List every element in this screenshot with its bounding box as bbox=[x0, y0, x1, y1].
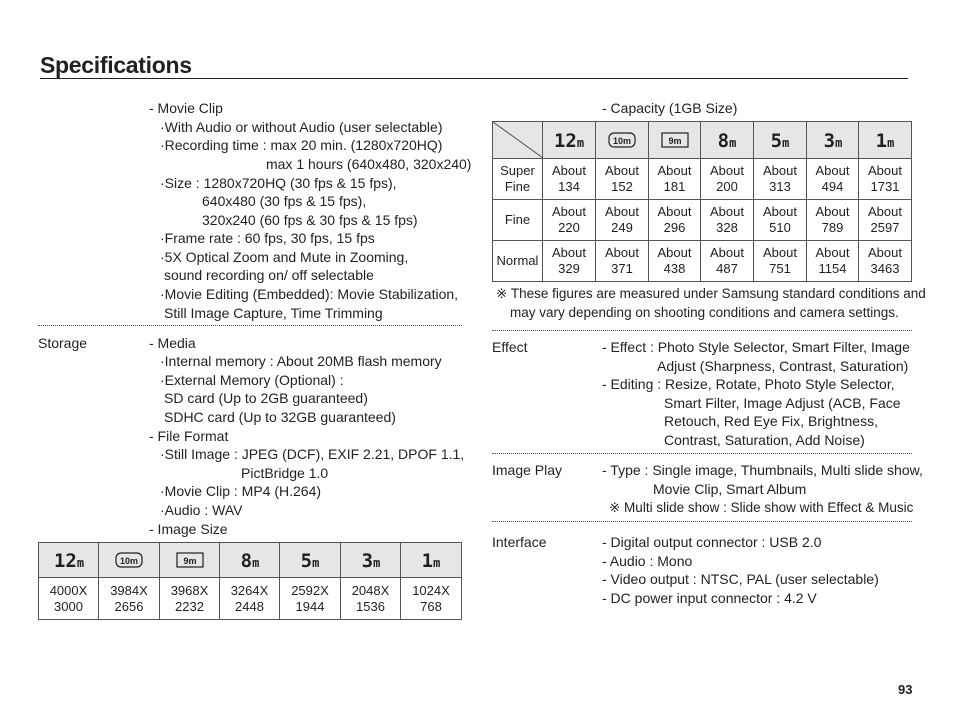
capacity-cell bbox=[859, 159, 912, 200]
capacity-cell bbox=[596, 159, 649, 200]
capacity-value: 487 bbox=[716, 261, 738, 276]
resolution-header-cell bbox=[160, 543, 220, 578]
capacity-cell bbox=[701, 159, 754, 200]
image-play-label: Image Play bbox=[492, 462, 563, 478]
resolution-5m-icon bbox=[292, 549, 328, 571]
interface-line: - Video output : NTSC, PAL (user selectable) bbox=[602, 571, 879, 587]
image-size-cell bbox=[160, 578, 220, 620]
resolution-3m-icon bbox=[815, 129, 851, 151]
capacity-value: About bbox=[815, 204, 850, 219]
storage-line: ·External Memory (Optional) : bbox=[160, 372, 344, 388]
svg-text:3m: 3m bbox=[361, 550, 380, 571]
movie-clip-line: ·Movie Editing (Embedded): Movie Stabilization, bbox=[160, 286, 459, 302]
movie-clip-line: ·Size : 1280x720HQ (30 fps & 15 fps), bbox=[160, 175, 397, 191]
image-size-value: 4000X bbox=[49, 582, 88, 598]
resolution-12m-icon bbox=[51, 549, 87, 571]
svg-text:1m: 1m bbox=[421, 550, 441, 571]
resolution-10m-wide-icon bbox=[604, 129, 640, 151]
resolution-header-cell bbox=[649, 122, 701, 159]
capacity-value: About bbox=[605, 204, 639, 219]
capacity-value: About bbox=[657, 163, 692, 178]
image-size-value: 768 bbox=[420, 598, 442, 614]
interface-line: - Audio : Mono bbox=[602, 553, 693, 569]
effect-line: - Effect : Photo Style Selector, Smart Filter, Image bbox=[602, 339, 910, 355]
capacity-row bbox=[493, 159, 912, 200]
storage-line: - Media bbox=[149, 335, 196, 351]
page-number: 93 bbox=[898, 682, 913, 697]
capacity-cell bbox=[754, 241, 807, 282]
effect-line: Smart Filter, Image Adjust (ACB, Face bbox=[664, 395, 901, 411]
storage-line: ·Internal memory : About 20MB flash memory bbox=[160, 353, 442, 369]
capacity-value: About bbox=[552, 204, 586, 219]
image-play-line: Movie Clip, Smart Album bbox=[653, 481, 807, 497]
capacity-value: About bbox=[657, 245, 692, 260]
capacity-heading: - Capacity (1GB Size) bbox=[602, 100, 738, 116]
resolution-1m-icon bbox=[413, 549, 449, 571]
resolution-header-cell bbox=[543, 122, 596, 159]
svg-text:12m: 12m bbox=[553, 130, 585, 151]
capacity-value: 181 bbox=[663, 179, 686, 194]
capacity-value: 1154 bbox=[818, 261, 847, 276]
capacity-value: About bbox=[710, 204, 744, 219]
capacity-value: 494 bbox=[821, 179, 844, 194]
image-size-cell bbox=[220, 578, 280, 620]
resolution-header-cell bbox=[280, 543, 341, 578]
capacity-value: 249 bbox=[611, 220, 633, 235]
capacity-note: ※ These figures are measured under Samsung standard conditions and bbox=[496, 286, 926, 301]
image-size-value: 1024X bbox=[412, 582, 450, 598]
storage-line: SD card (Up to 2GB guaranteed) bbox=[164, 390, 368, 406]
capacity-value: 438 bbox=[663, 261, 686, 276]
movie-clip-line: 640x480 (30 fps & 15 fps), bbox=[202, 193, 367, 209]
resolution-header-cell bbox=[596, 122, 649, 159]
image-size-value: 2592X bbox=[291, 582, 329, 598]
title-underline bbox=[40, 78, 908, 79]
movie-clip-line: ·With Audio or without Audio (user selectable) bbox=[160, 119, 443, 135]
movie-clip-line: ·5X Optical Zoom and Mute in Zooming, bbox=[160, 249, 409, 265]
page-title: Specifications bbox=[40, 52, 192, 78]
resolution-header-cell bbox=[859, 122, 912, 159]
resolution-header-cell bbox=[341, 543, 401, 578]
svg-text:5m: 5m bbox=[770, 130, 790, 151]
image-size-value: 3264X bbox=[230, 582, 269, 598]
image-size-cell bbox=[39, 578, 99, 620]
image-size-cell bbox=[341, 578, 401, 620]
resolution-header-cell bbox=[807, 122, 859, 159]
section-divider bbox=[492, 453, 912, 454]
resolution-header-cell bbox=[39, 543, 99, 578]
capacity-value: 200 bbox=[716, 179, 738, 194]
section-divider bbox=[38, 325, 462, 326]
capacity-cell bbox=[596, 241, 649, 282]
image-size-value: 2048X bbox=[351, 582, 390, 598]
quality-label: Fine bbox=[504, 212, 531, 227]
svg-text:8m: 8m bbox=[717, 130, 737, 151]
resolution-12m-icon bbox=[551, 129, 587, 151]
capacity-value: 220 bbox=[558, 220, 580, 235]
image-size-value: 3968X bbox=[170, 582, 209, 598]
interface-line: - DC power input connector : 4.2 V bbox=[602, 590, 817, 606]
capacity-value: About bbox=[657, 204, 692, 219]
storage-label: Storage bbox=[38, 335, 88, 351]
quality-label: Fine bbox=[504, 179, 531, 194]
capacity-value: About bbox=[763, 204, 797, 219]
storage-line: - Image Size bbox=[149, 521, 228, 537]
capacity-cell bbox=[543, 159, 596, 200]
resolution-3m-icon bbox=[353, 549, 389, 571]
capacity-cell bbox=[859, 200, 912, 241]
capacity-value: 751 bbox=[769, 261, 791, 276]
svg-text:8m: 8m bbox=[240, 550, 259, 571]
capacity-note: may vary depending on shooting conditions and camera settings. bbox=[510, 305, 899, 320]
resolution-5m-icon bbox=[762, 129, 798, 151]
capacity-value: About bbox=[605, 163, 639, 178]
resolution-10m-wide-icon bbox=[111, 549, 147, 571]
capacity-value: About bbox=[605, 245, 639, 260]
capacity-value: About bbox=[815, 163, 850, 178]
capacity-value: 789 bbox=[821, 220, 844, 235]
image-size-table bbox=[38, 542, 462, 620]
quality-label-cell bbox=[493, 159, 543, 200]
capacity-value: 152 bbox=[611, 179, 633, 194]
capacity-value: 510 bbox=[769, 220, 791, 235]
diagonal-header-cell bbox=[493, 122, 543, 159]
capacity-cell bbox=[543, 241, 596, 282]
resolution-8m-icon bbox=[232, 549, 268, 571]
capacity-cell bbox=[807, 241, 859, 282]
storage-line: ·Movie Clip : MP4 (H.264) bbox=[160, 483, 322, 499]
capacity-cell bbox=[649, 200, 701, 241]
capacity-value: 2597 bbox=[870, 220, 900, 235]
resolution-header-cell bbox=[220, 543, 280, 578]
movie-clip-line: ·Recording time : max 20 min. (1280x720HQ) bbox=[160, 137, 443, 153]
storage-line: ·Audio : WAV bbox=[160, 502, 243, 518]
capacity-cell bbox=[649, 159, 701, 200]
resolution-8m-icon bbox=[709, 129, 745, 151]
resolution-header-cell bbox=[701, 122, 754, 159]
storage-line: - File Format bbox=[149, 428, 229, 444]
quality-label-cell bbox=[493, 200, 543, 241]
quality-label: Super bbox=[500, 163, 535, 178]
capacity-cell bbox=[754, 200, 807, 241]
image-play-line: - Type : Single image, Thumbnails, Multi slide show, bbox=[602, 462, 923, 478]
effect-line: Contrast, Saturation, Add Noise) bbox=[664, 432, 865, 448]
movie-clip-line: Still Image Capture, Time Trimming bbox=[164, 305, 383, 321]
svg-text:9m: 9m bbox=[182, 556, 197, 566]
capacity-cell bbox=[859, 241, 912, 282]
movie-clip-line: sound recording on/ off selectable bbox=[164, 267, 374, 283]
capacity-value: About bbox=[552, 245, 586, 260]
capacity-value: 134 bbox=[558, 179, 580, 194]
image-size-value: 3984X bbox=[110, 582, 148, 598]
capacity-row bbox=[493, 241, 912, 282]
resolution-9m-icon bbox=[657, 129, 693, 151]
capacity-cell bbox=[754, 159, 807, 200]
capacity-cell bbox=[596, 200, 649, 241]
quality-label-cell bbox=[493, 241, 543, 282]
capacity-cell bbox=[543, 200, 596, 241]
capacity-value: 1731 bbox=[870, 179, 900, 194]
capacity-value: About bbox=[868, 163, 902, 178]
svg-text:3m: 3m bbox=[823, 130, 842, 151]
quality-label: Normal bbox=[496, 253, 539, 268]
capacity-value: 328 bbox=[716, 220, 738, 235]
capacity-value: About bbox=[868, 204, 902, 219]
capacity-value: About bbox=[815, 245, 850, 260]
diagonal-line bbox=[493, 122, 543, 158]
svg-text:10m: 10m bbox=[612, 136, 632, 146]
resolution-header-cell bbox=[401, 543, 462, 578]
capacity-value: About bbox=[868, 245, 902, 260]
capacity-cell bbox=[807, 159, 859, 200]
section-divider bbox=[492, 330, 912, 331]
image-size-value: 2656 bbox=[114, 598, 144, 614]
svg-text:12m: 12m bbox=[53, 550, 84, 571]
image-size-value: 2232 bbox=[175, 598, 204, 614]
capacity-value: 313 bbox=[769, 179, 791, 194]
capacity-value: 296 bbox=[663, 220, 686, 235]
resolution-1m-icon bbox=[867, 129, 903, 151]
capacity-value: About bbox=[763, 163, 797, 178]
image-size-cell bbox=[280, 578, 341, 620]
capacity-value: About bbox=[763, 245, 797, 260]
capacity-cell bbox=[807, 200, 859, 241]
storage-line: PictBridge 1.0 bbox=[241, 465, 329, 481]
image-size-cell bbox=[99, 578, 160, 620]
resolution-header-cell bbox=[754, 122, 807, 159]
image-size-value: 2448 bbox=[235, 598, 264, 614]
effect-line: Adjust (Sharpness, Contrast, Saturation) bbox=[657, 358, 909, 374]
effect-label: Effect bbox=[492, 339, 528, 355]
svg-text:1m: 1m bbox=[875, 130, 895, 151]
capacity-value: About bbox=[710, 163, 744, 178]
section-divider bbox=[492, 521, 912, 522]
svg-text:10m: 10m bbox=[119, 556, 139, 566]
movie-clip-line: max 1 hours (640x480, 320x240) bbox=[266, 156, 472, 172]
image-size-cell bbox=[401, 578, 462, 620]
capacity-table bbox=[492, 121, 912, 282]
capacity-value: About bbox=[552, 163, 586, 178]
image-play-line: ※ Multi slide show : Slide show with Effect & Music bbox=[609, 500, 914, 515]
image-size-value: 1944 bbox=[295, 598, 325, 614]
image-size-value: 1536 bbox=[356, 598, 385, 614]
capacity-cell bbox=[649, 241, 701, 282]
effect-line: Retouch, Red Eye Fix, Brightness, bbox=[664, 413, 878, 429]
movie-clip-line: 320x240 (60 fps & 30 fps & 15 fps) bbox=[202, 212, 418, 228]
interface-line: - Digital output connector : USB 2.0 bbox=[602, 534, 822, 550]
capacity-value: 371 bbox=[611, 261, 633, 276]
storage-line: ·Still Image : JPEG (DCF), EXIF 2.21, DPOF 1.1, bbox=[160, 446, 465, 462]
capacity-cell bbox=[701, 241, 754, 282]
image-size-value: 3000 bbox=[54, 598, 83, 614]
capacity-cell bbox=[701, 200, 754, 241]
storage-line: SDHC card (Up to 32GB guaranteed) bbox=[164, 409, 396, 425]
movie-clip-line: ·Frame rate : 60 fps, 30 fps, 15 fps bbox=[160, 230, 375, 246]
resolution-9m-icon bbox=[172, 549, 208, 571]
effect-line: - Editing : Resize, Rotate, Photo Style Selector, bbox=[602, 376, 895, 392]
interface-label: Interface bbox=[492, 534, 547, 550]
svg-text:5m: 5m bbox=[300, 550, 320, 571]
capacity-row bbox=[493, 200, 912, 241]
movie-clip-heading: - Movie Clip bbox=[149, 100, 223, 116]
capacity-value: 3463 bbox=[870, 261, 900, 276]
capacity-value: 329 bbox=[558, 261, 580, 276]
resolution-header-cell bbox=[99, 543, 160, 578]
svg-text:9m: 9m bbox=[667, 136, 682, 146]
capacity-value: About bbox=[710, 245, 744, 260]
